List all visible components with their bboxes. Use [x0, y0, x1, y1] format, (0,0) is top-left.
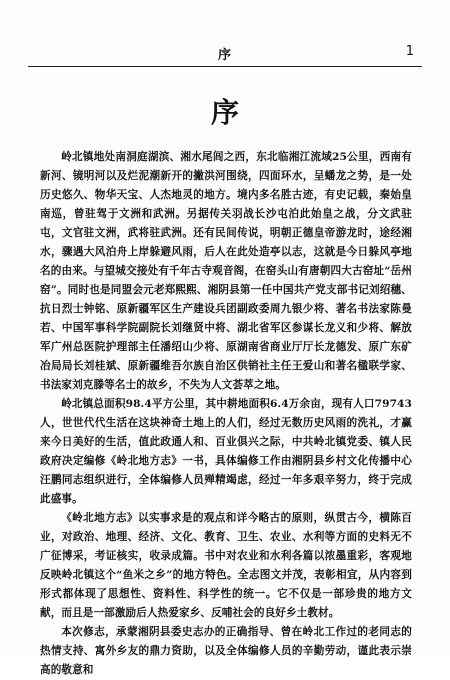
page-number: 1 — [405, 44, 414, 59]
paragraph: 《岭北地方志》以实事求是的观点和详今略古的原则，纵贯古今，横陈百业，对政治、地理、经济、文化、教育、卫生、农业、水利等方面的史料无不广征博采，考证核实，收录成篇。书中对农业和水利各篇以浓墨重彩，客观地反映岭北镇这个“鱼米之乡”的地方特色。全志图文并茂，表彰相宜，从内容到形式都体现了思想性、资料性、科学性的统一。它不仅是一部珍贵的地方文献，而且是一部激励后人热爱家乡、反哺社会的良好乡土教材。 — [40, 512, 412, 619]
paragraph: 岭北镇总面积98.4平方公里，其中耕地面积6.4万余亩，现有人口79743人，世世代代生活在这块神奇土地上的人们，经过无数历史风雨的洗礼，才赢来今日美好的生活，值此政通人和、百业俱兴之际，中共岭北镇党委、镇人民政府决定编修《岭北地方志》一书，具体编修工作由湘阴县乡村文化传播中心汪鹏同志组织进行，全体编修人员殚精竭虑，经过一年多艰辛努力，终于完成此盛事。 — [40, 398, 412, 505]
paragraph: 本次修志，承蒙湘阴县委史志办的正确指导、曾在岭北工作过的老同志的热情支持、寓外乡友的鼎力资助，以及全体编修人员的辛勤劳动，谨此表示崇高的敬意和 — [40, 626, 412, 676]
chapter-title: 序 — [210, 96, 239, 129]
running-header — [28, 40, 422, 67]
body-text — [40, 148, 412, 680]
paragraph: 岭北镇地处南洞庭湖滨、湘水尾闾之西，东北临湘江流域25公里，西南有新河、镜明河以及烂泥潮新开的撇洪河围绕，四面环水，呈蟠龙之势，是一处历史悠久、物华天宝、人杰地灵的地方。境内多名胜古迹，有史记载，秦始皇南巡，曾驻驾于文洲和武洲。另据传关羽战长沙屯泊此始皇之战，分文武驻屯，文官驻文洲，武将驻武洲。还有民间传说，明朝正德皇帝游龙时，途经湘水，骤遇大风泊舟上岸躲避风雨，后人在此处造亭以志，这就是今日躲风亭地名的由来。与望城交接处有千年古寺观音阁，在窑头山有唐朝四大古窑址“岳州窑”。同时也是同盟会元老郑熙熙、湘阴县第一任中国共产党支部书记刘绍穗、抗日烈士钟铭、原新疆军区生产建设兵团副政委周九银少将、著名书法家陈曼若、中国军事科学院副院长刘继贤中将、湖北省军区参谋长龙义和少将、解放军广州总医院护理部主任潘绍山少将、原湖南省商业厅厅长龙德发、原广东矿冶局局长刘桂斌、原新疆维吾尔族自治区供销社主任王爱山和著名楹联学家、书法家刘克滕等名士的故乡，不失为人文荟萃之地。 — [40, 151, 412, 391]
running-title: 序 — [217, 48, 232, 63]
